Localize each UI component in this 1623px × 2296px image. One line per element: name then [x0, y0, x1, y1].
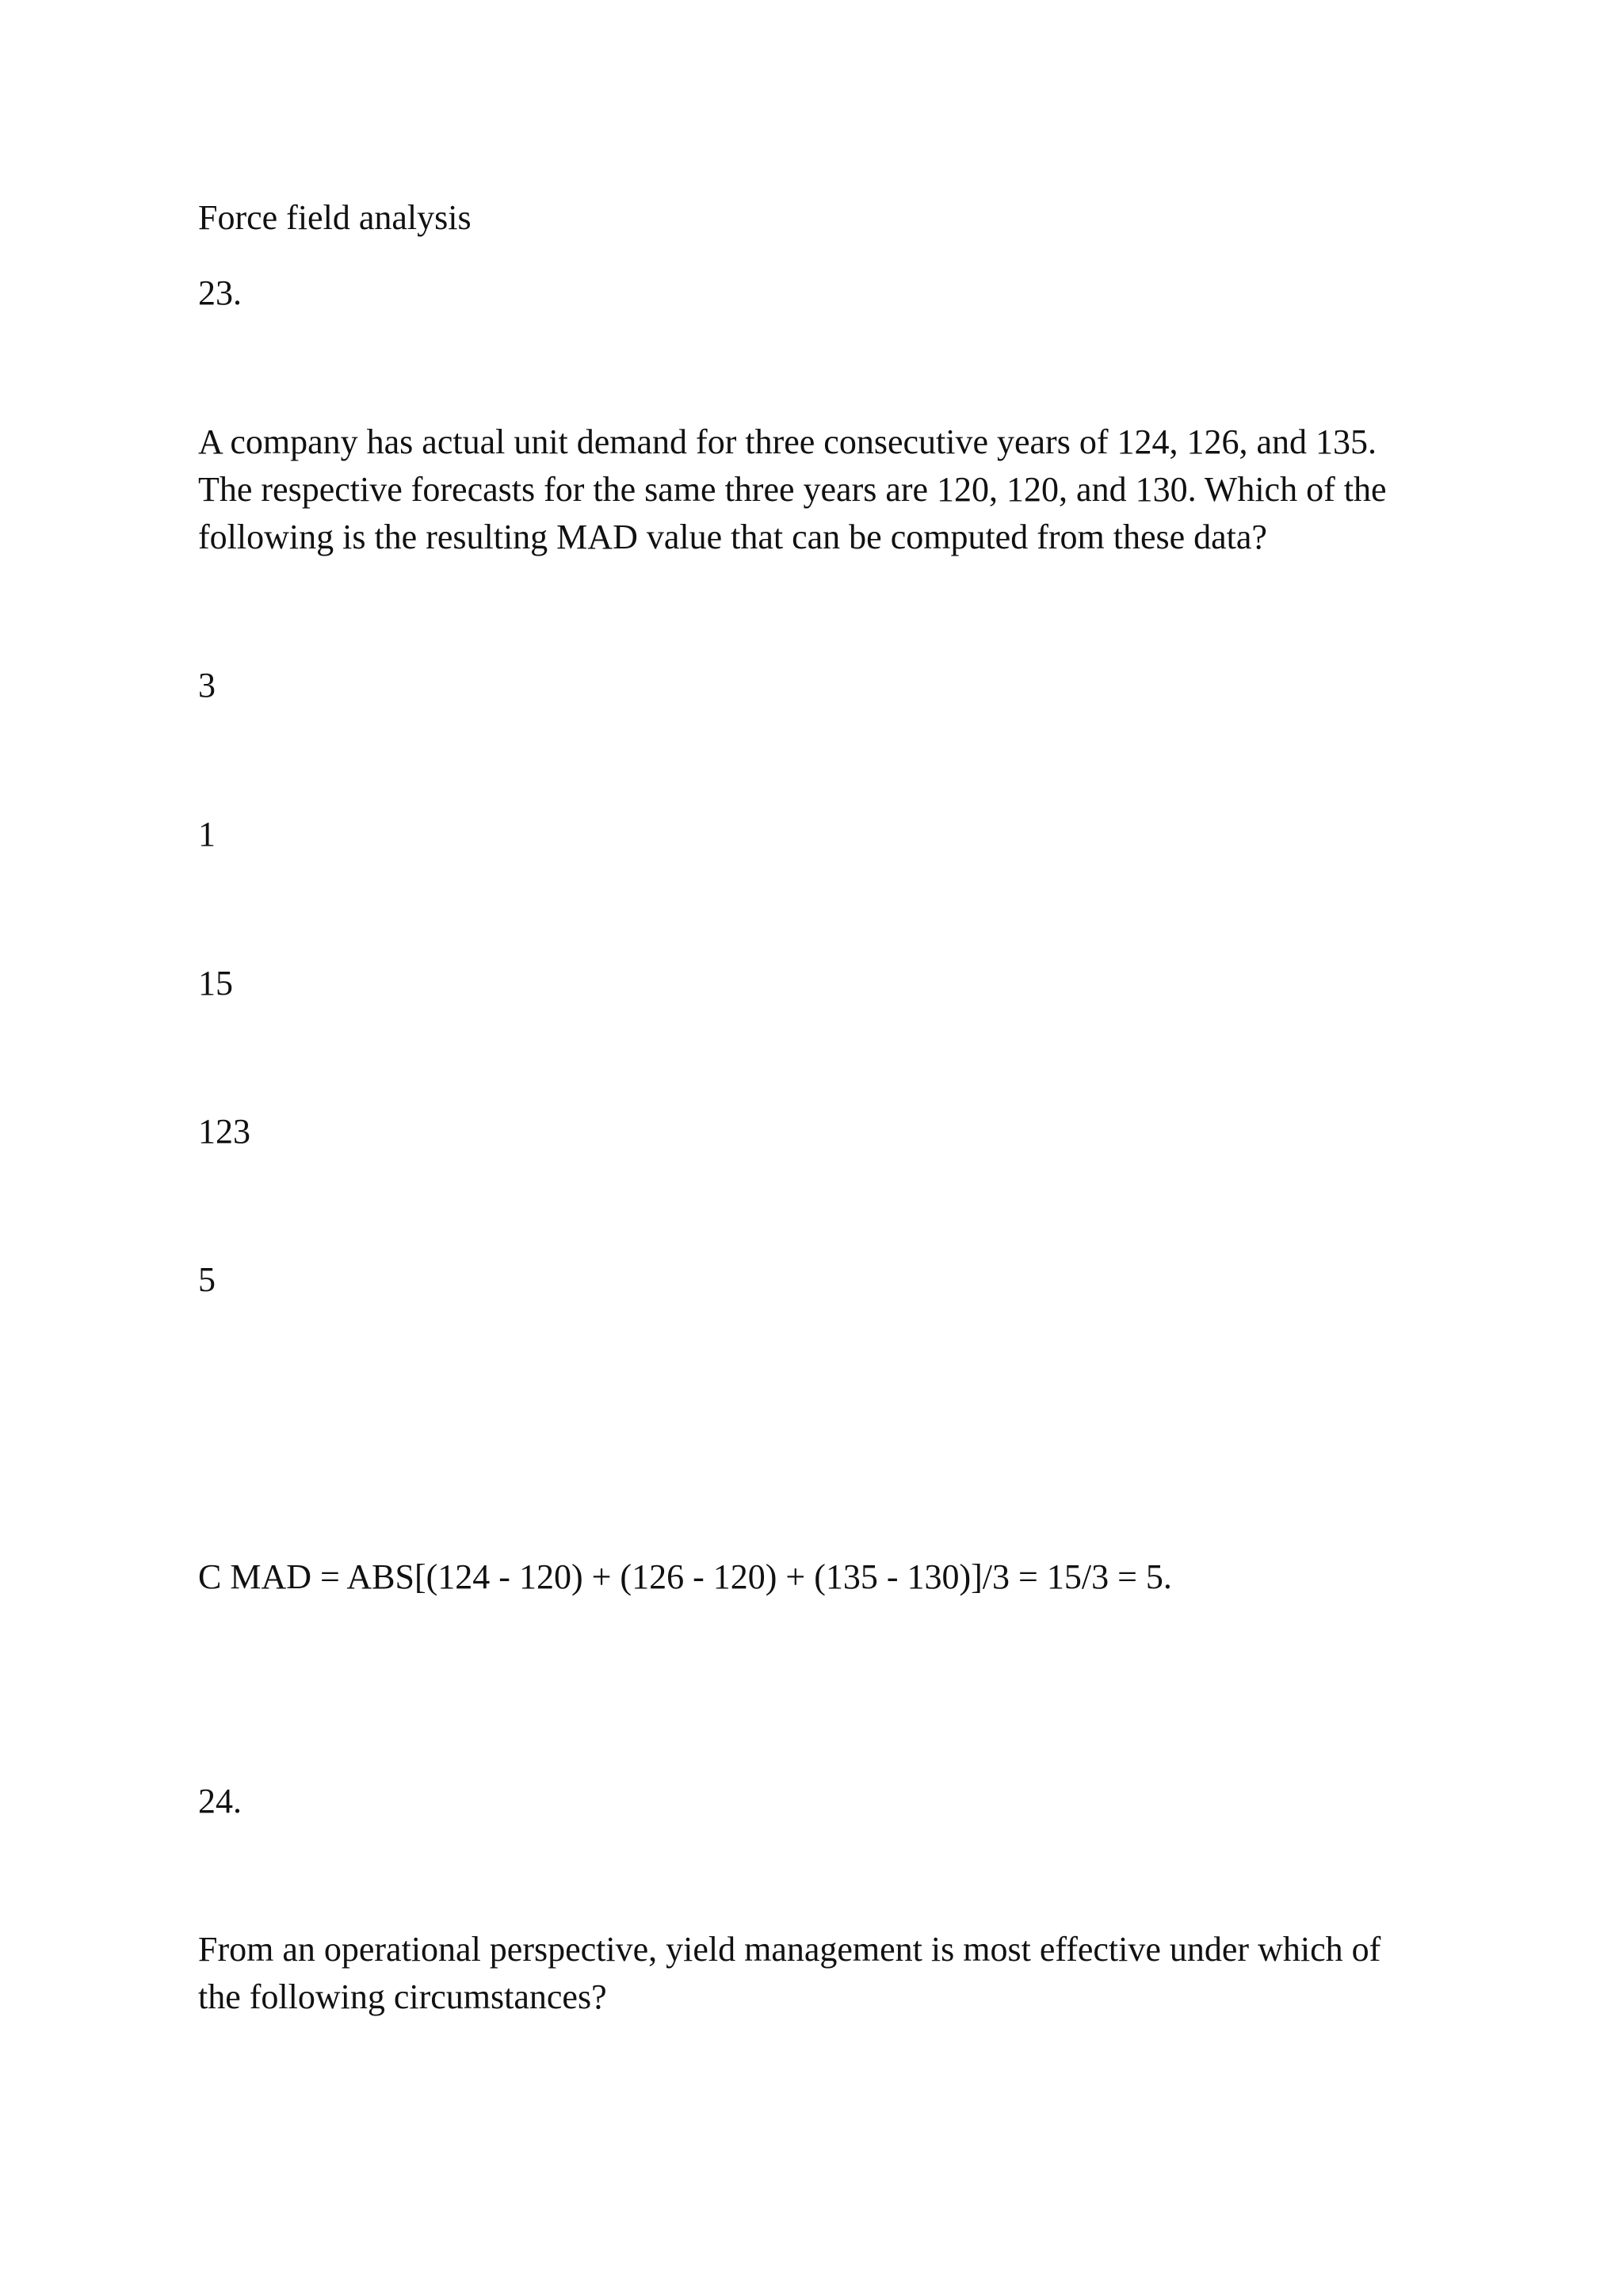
- question-number-24: 24.: [198, 1782, 242, 1820]
- answer-option: 1: [198, 815, 216, 854]
- question-line: the following circumstances?: [198, 1977, 607, 2016]
- question-line: A company has actual unit demand for three consecutive years of 124, 126, and 135.: [198, 422, 1377, 461]
- answer-option: 15: [198, 964, 233, 1003]
- section-heading: Force field analysis: [198, 198, 472, 237]
- answer-option: 3: [198, 666, 216, 705]
- question-text-24: [198, 1926, 1434, 2021]
- question-line: From an operational perspective, yield management is most effective under which of: [198, 1930, 1381, 1969]
- answer-explanation-23: C MAD = ABS[(124 - 120) + (126 - 120) + (135 - 130)]/3 = 15/3 = 5.: [198, 1557, 1172, 1596]
- question-line: following is the resulting MAD value that can be computed from these data?: [198, 518, 1267, 556]
- answer-option: 123: [198, 1112, 250, 1151]
- answer-option: 5: [198, 1260, 216, 1299]
- question-number-23: 23.: [198, 273, 242, 312]
- question-text-23: [198, 418, 1434, 561]
- question-line: The respective forecasts for the same three years are 120, 120, and 130. Which of the: [198, 470, 1387, 509]
